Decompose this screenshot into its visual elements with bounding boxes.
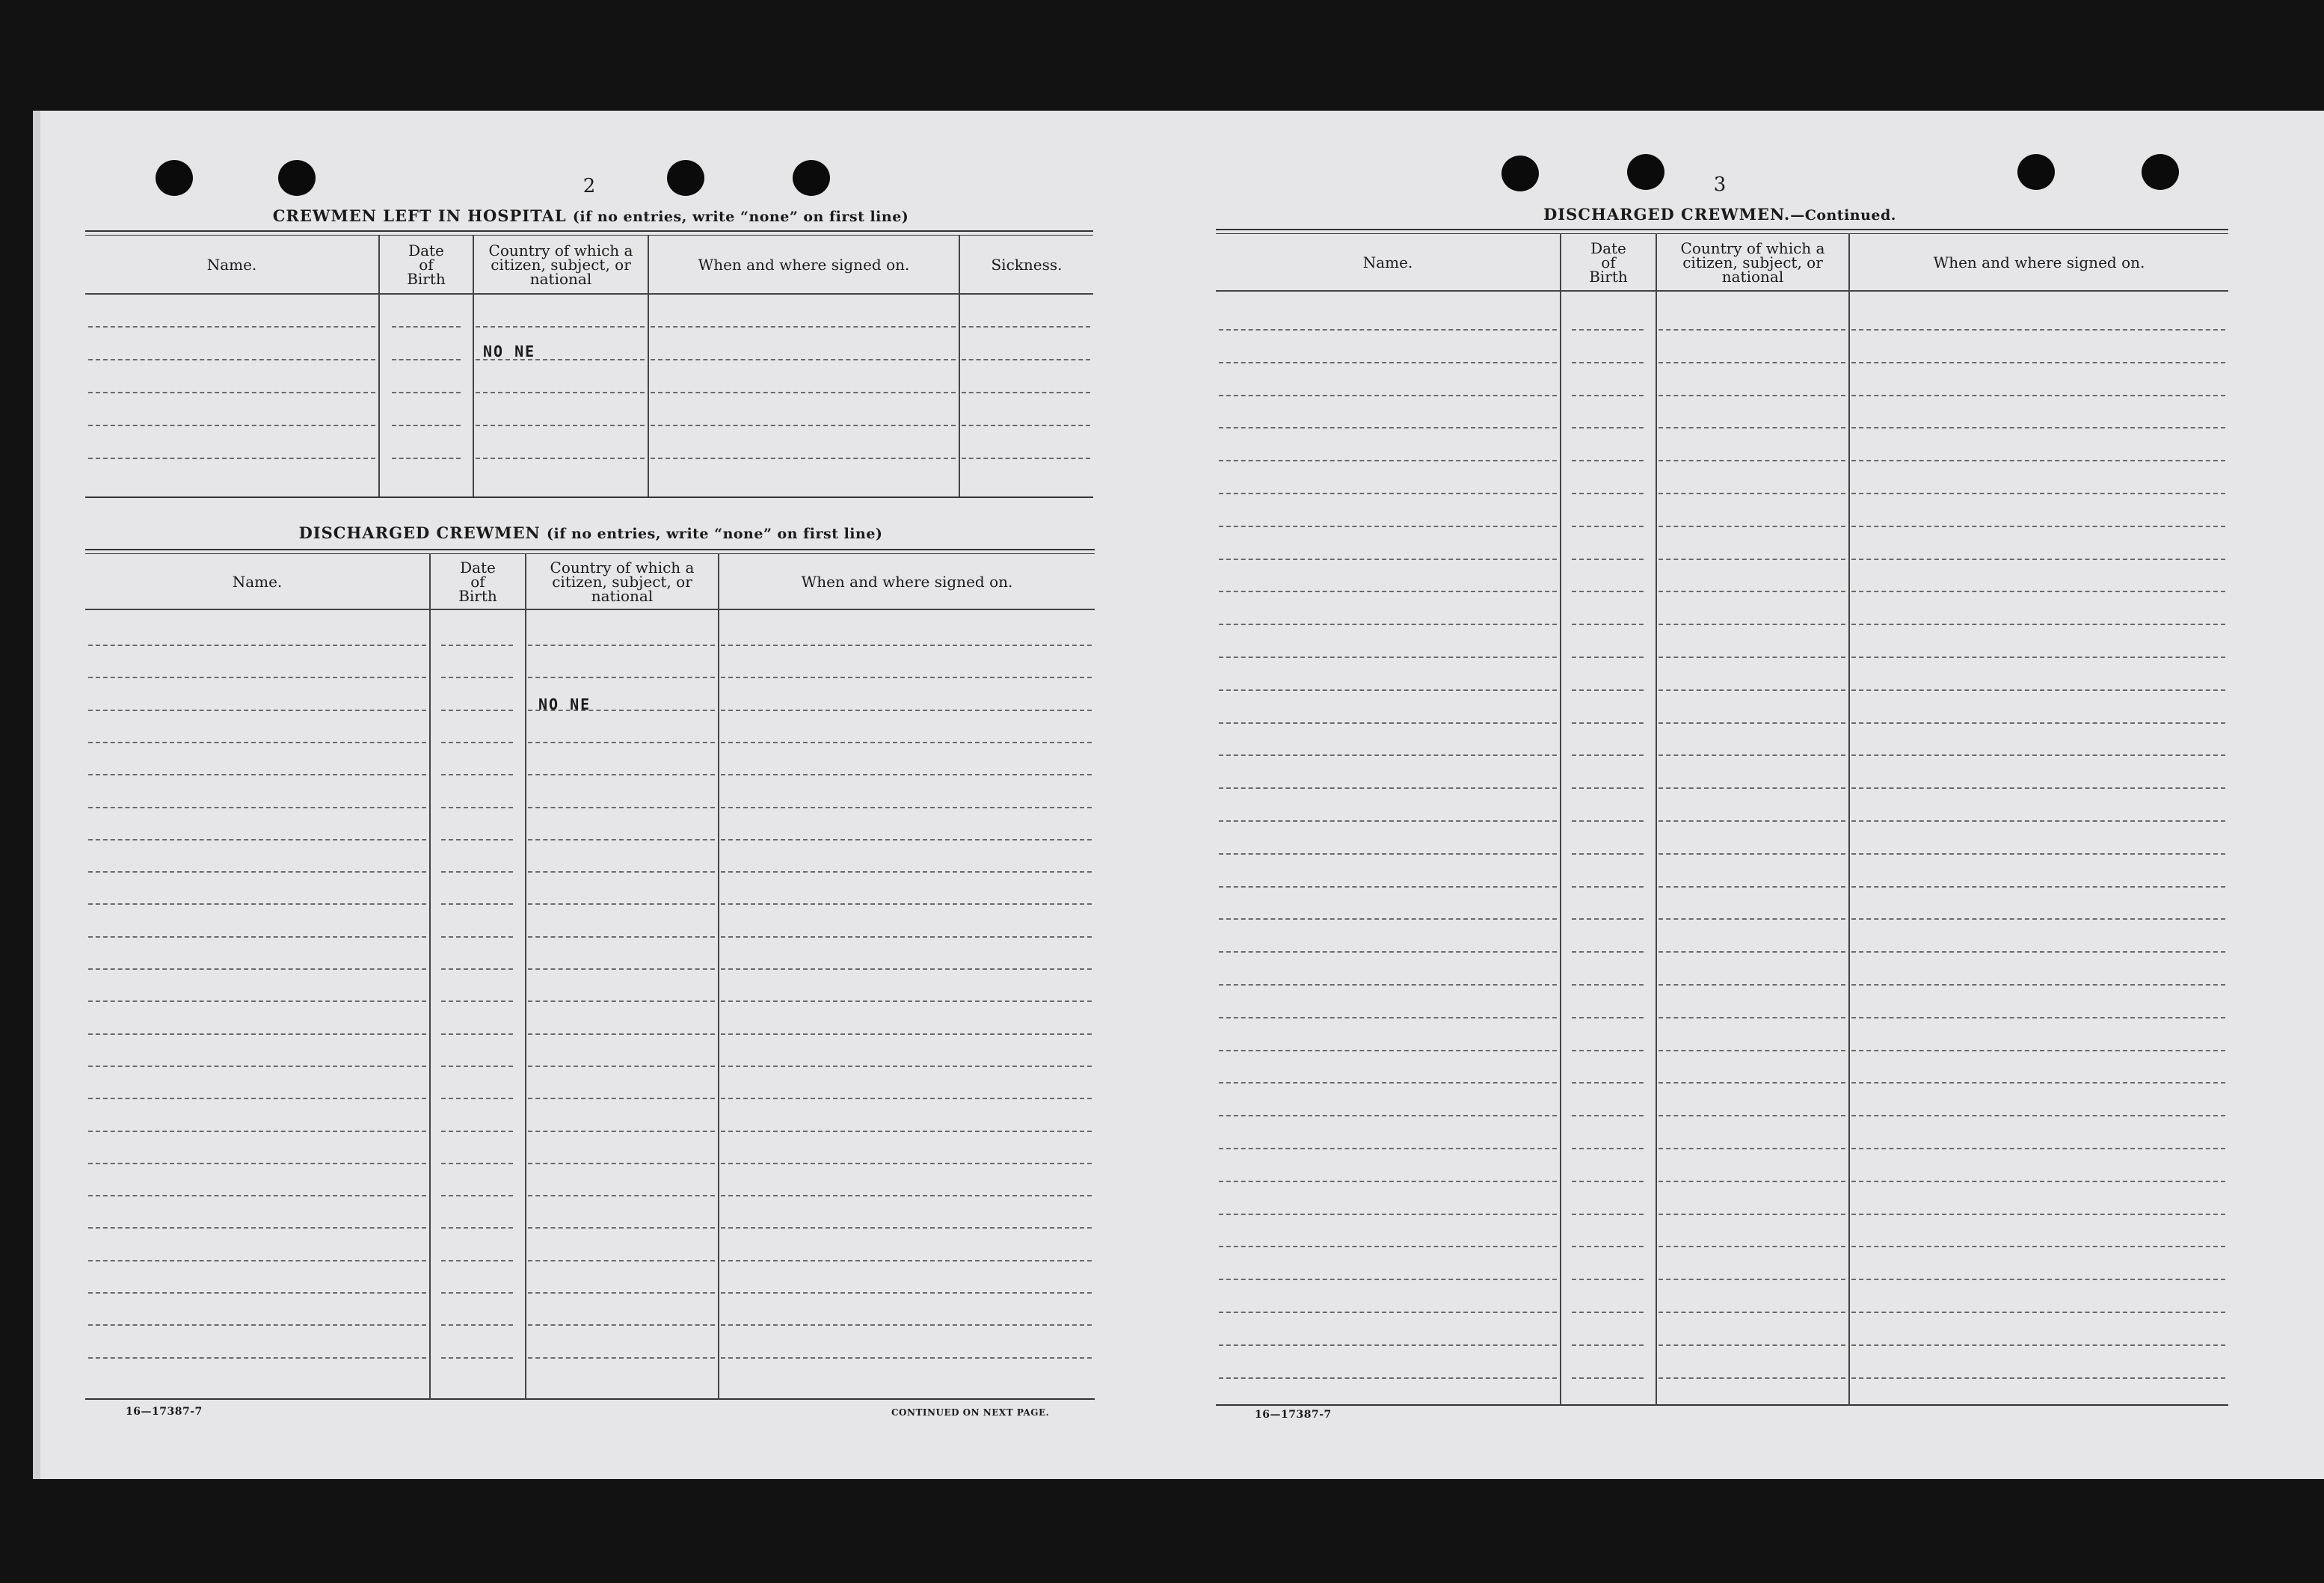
blank-entry-line [721, 903, 1092, 905]
blank-entry-line [441, 807, 513, 808]
discharged-title-note: (if no entries, write “none” on first line) [547, 526, 883, 542]
blank-entry-line [1219, 1246, 1557, 1247]
col-header-signed-on: When and where signed on. [1933, 253, 2145, 271]
hospital-title-note: (if no entries, write “none” on first line) [572, 209, 909, 225]
blank-entry-line [528, 968, 715, 970]
blank-entry-line [441, 1260, 513, 1261]
blank-entry-line [1851, 820, 2225, 822]
blank-entry-line [528, 774, 715, 775]
blank-entry-line [1572, 657, 1644, 658]
blank-entry-line [1659, 1312, 1845, 1313]
blank-entry-line [441, 1000, 513, 1002]
blank-entry-line [721, 645, 1092, 646]
blank-entry-line [528, 1292, 715, 1294]
hospital-title-main: CREWMEN LEFT IN HOSPITAL [272, 206, 567, 225]
blank-entry-line [528, 1163, 715, 1164]
col-header-signed-on: When and where signed on. [698, 255, 910, 274]
blank-entry-line [1219, 1214, 1557, 1215]
blank-entry-line [1851, 1246, 2225, 1247]
blank-entry-line [1219, 918, 1557, 920]
blank-entry-line [1659, 754, 1845, 756]
blank-entry-line [476, 425, 645, 426]
blank-entry-line [1659, 657, 1845, 658]
col-header-date-of-birth: Date of Birth [1589, 239, 1628, 286]
blank-entry-line [88, 807, 426, 808]
blank-entry-line [88, 1227, 426, 1229]
blank-entry-line [88, 326, 375, 328]
punch-hole [156, 160, 193, 196]
blank-entry-line [1572, 1181, 1644, 1182]
blank-entry-line [1659, 1344, 1845, 1346]
blank-entry-line [1219, 1082, 1557, 1083]
blank-entry-line [721, 968, 1092, 970]
blank-entry-line [1572, 1344, 1644, 1346]
blank-entry-line [88, 359, 375, 360]
blank-entry-line [1659, 329, 1845, 331]
blank-entry-line [1659, 559, 1845, 560]
blank-entry-line [721, 1195, 1092, 1196]
blank-entry-line [88, 710, 426, 711]
blank-entry-line [962, 326, 1090, 328]
blank-entry-line [1219, 1279, 1557, 1280]
blank-entry-line [528, 903, 715, 905]
punch-hole [667, 160, 704, 196]
col-header-name: Name. [1362, 253, 1413, 271]
blank-entry-line [1572, 1082, 1644, 1083]
blank-entry-line [1851, 460, 2225, 461]
col-header-country: Country of which a citizen, subject, or national [488, 241, 633, 288]
blank-entry-line [1659, 1115, 1845, 1116]
blank-entry-line [392, 326, 461, 328]
blank-entry-line [1659, 787, 1845, 789]
col-header-name: Name. [232, 572, 283, 591]
blank-entry-line [1572, 722, 1644, 724]
blank-entry-line [1659, 1148, 1845, 1149]
blank-entry-line [441, 1131, 513, 1132]
blank-entry-line [721, 677, 1092, 678]
blank-entry-line [1851, 787, 2225, 789]
blank-entry-line [528, 1098, 715, 1099]
blank-entry-line [1659, 427, 1845, 428]
blank-entry-line [1572, 1214, 1644, 1215]
blank-entry-line [1851, 1214, 2225, 1215]
blank-entry-line [476, 326, 645, 328]
blank-entry-line [1572, 689, 1644, 691]
blank-entry-line [1572, 787, 1644, 789]
blank-entry-line [1572, 1312, 1644, 1313]
punch-hole [1627, 154, 1664, 190]
blank-entry-line [1219, 1050, 1557, 1051]
blank-entry-line [651, 425, 956, 426]
handwritten-none-entry: NO NE [538, 695, 591, 713]
col-header-date-of-birth: Date of Birth [407, 241, 446, 288]
blank-entry-line [441, 645, 513, 646]
blank-entry-line [88, 839, 426, 840]
blank-entry-line [528, 936, 715, 938]
punch-hole [1501, 156, 1539, 191]
punch-hole [2142, 154, 2179, 190]
blank-entry-line [1219, 362, 1557, 363]
blank-entry-line [1851, 1017, 2225, 1018]
blank-entry-line [1572, 624, 1644, 625]
blank-entry-line [528, 710, 715, 711]
blank-entry-line [528, 1260, 715, 1261]
blank-entry-line [1851, 526, 2225, 527]
blank-entry-line [1659, 624, 1845, 625]
blank-entry-line [1851, 591, 2225, 592]
blank-entry-line [1219, 526, 1557, 527]
blank-entry-line [1572, 362, 1644, 363]
blank-entry-line [721, 1260, 1092, 1261]
blank-entry-line [1659, 984, 1845, 986]
blank-entry-line [88, 1260, 426, 1261]
blank-entry-line [392, 425, 461, 426]
blank-entry-line [441, 774, 513, 775]
col-header-country: Country of which a citizen, subject, or national [550, 558, 695, 605]
discharged-continued-note: —Continued. [1790, 207, 1896, 224]
blank-entry-line [441, 1163, 513, 1164]
blank-entry-line [1659, 1214, 1845, 1215]
blank-entry-line [528, 839, 715, 840]
blank-entry-line [441, 871, 513, 873]
blank-entry-line [1219, 1017, 1557, 1018]
blank-entry-line [88, 1163, 426, 1164]
blank-entry-line [651, 359, 956, 360]
blank-entry-line [88, 968, 426, 970]
blank-entry-line [1219, 1181, 1557, 1182]
blank-entry-line [476, 359, 645, 360]
blank-entry-line [1659, 689, 1845, 691]
blank-entry-line [88, 425, 375, 426]
blank-entry-line [1851, 754, 2225, 756]
blank-entry-line [1659, 853, 1845, 855]
blank-entry-line [88, 1324, 426, 1326]
blank-entry-line [1572, 1279, 1644, 1280]
blank-entry-line [528, 1000, 715, 1002]
blank-entry-line [1851, 722, 2225, 724]
blank-entry-line [441, 1098, 513, 1099]
blank-entry-line [1659, 886, 1845, 888]
blank-entry-line [1851, 395, 2225, 396]
blank-entry-line [1659, 722, 1845, 724]
discharged-table [85, 549, 1095, 1401]
blank-entry-line [1219, 951, 1557, 953]
blank-entry-line [441, 903, 513, 905]
blank-entry-line [1659, 1050, 1845, 1051]
blank-entry-line [1219, 1344, 1557, 1346]
blank-entry-line [88, 1195, 426, 1196]
page-number-right: 3 [1713, 173, 1727, 196]
blank-entry-line [1851, 1050, 2225, 1051]
blank-entry-line [1851, 984, 2225, 986]
blank-entry-line [721, 710, 1092, 711]
blank-entry-line [1572, 329, 1644, 331]
hospital-section-title [273, 206, 909, 225]
blank-entry-line [1572, 395, 1644, 396]
blank-entry-line [1851, 1082, 2225, 1083]
blank-entry-line [1659, 1017, 1845, 1018]
blank-entry-line [1572, 820, 1644, 822]
blank-entry-line [1219, 427, 1557, 428]
blank-entry-line [88, 1033, 426, 1035]
blank-entry-line [88, 903, 426, 905]
blank-entry-line [441, 1195, 513, 1196]
blank-entry-line [721, 742, 1092, 743]
blank-entry-line [962, 425, 1090, 426]
blank-entry-line [1572, 1246, 1644, 1247]
blank-entry-line [1659, 918, 1845, 920]
blank-entry-line [962, 458, 1090, 459]
blank-entry-line [1851, 329, 2225, 331]
blank-entry-line [88, 936, 426, 938]
blank-entry-line [1851, 624, 2225, 625]
blank-entry-line [721, 1098, 1092, 1099]
blank-entry-line [1219, 624, 1557, 625]
blank-entry-line [1219, 591, 1557, 592]
blank-entry-line [721, 1357, 1092, 1359]
blank-entry-line [1851, 951, 2225, 953]
blank-entry-line [1219, 329, 1557, 331]
form-number-right: 16—17387-7 [1255, 1409, 1332, 1421]
discharged-continued-main: DISCHARGED CREWMEN. [1543, 205, 1791, 224]
blank-entry-line [1659, 493, 1845, 494]
col-header-sickness: Sickness. [991, 255, 1063, 274]
blank-entry-line [88, 871, 426, 873]
blank-entry-line [1572, 754, 1644, 756]
blank-entry-line [1851, 657, 2225, 658]
blank-entry-line [528, 645, 715, 646]
blank-entry-line [88, 1066, 426, 1067]
blank-entry-line [1659, 460, 1845, 461]
blank-entry-line [392, 392, 461, 393]
blank-entry-line [1851, 1181, 2225, 1182]
blank-entry-line [88, 742, 426, 743]
blank-entry-line [1219, 722, 1557, 724]
punch-hole [793, 160, 830, 196]
blank-entry-line [1572, 853, 1644, 855]
page-number-left: 2 [582, 175, 596, 197]
blank-entry-line [1219, 559, 1557, 560]
blank-entry-line [1851, 1377, 2225, 1379]
blank-entry-line [441, 742, 513, 743]
blank-entry-line [476, 458, 645, 459]
blank-entry-line [1219, 1377, 1557, 1379]
hospital-table [85, 230, 1093, 500]
blank-entry-line [441, 677, 513, 678]
blank-entry-line [528, 1357, 715, 1359]
blank-entry-line [88, 458, 375, 459]
blank-entry-line [1851, 1115, 2225, 1116]
blank-entry-line [1219, 787, 1557, 789]
blank-entry-line [88, 774, 426, 775]
blank-entry-line [88, 1131, 426, 1132]
blank-entry-line [1659, 1377, 1845, 1379]
blank-entry-line [528, 807, 715, 808]
blank-entry-line [528, 1131, 715, 1132]
blank-entry-line [88, 645, 426, 646]
blank-entry-line [721, 1066, 1092, 1067]
blank-entry-line [441, 1357, 513, 1359]
blank-entry-line [528, 1195, 715, 1196]
blank-entry-line [1851, 362, 2225, 363]
blank-entry-line [1572, 493, 1644, 494]
blank-entry-line [721, 839, 1092, 840]
blank-entry-line [651, 458, 956, 459]
blank-entry-line [528, 1227, 715, 1229]
blank-entry-line [1572, 559, 1644, 560]
blank-entry-line [1851, 918, 2225, 920]
blank-entry-line [1219, 657, 1557, 658]
blank-entry-line [528, 1066, 715, 1067]
blank-entry-line [88, 1000, 426, 1002]
blank-entry-line [1851, 1279, 2225, 1280]
blank-entry-line [1572, 918, 1644, 920]
blank-entry-line [528, 871, 715, 873]
blank-entry-line [1851, 1312, 2225, 1313]
page-edge [33, 111, 40, 1479]
blank-entry-line [528, 1033, 715, 1035]
blank-entry-line [528, 1324, 715, 1326]
blank-entry-line [721, 1292, 1092, 1294]
blank-entry-line [1219, 1312, 1557, 1313]
blank-entry-line [1851, 853, 2225, 855]
blank-entry-line [1851, 559, 2225, 560]
blank-entry-line [1851, 427, 2225, 428]
blank-entry-line [1851, 1148, 2225, 1149]
blank-entry-line [1219, 1115, 1557, 1116]
blank-entry-line [1572, 460, 1644, 461]
blank-entry-line [441, 839, 513, 840]
blank-entry-line [721, 1324, 1092, 1326]
blank-entry-line [1219, 853, 1557, 855]
blank-entry-line [1219, 689, 1557, 691]
blank-entry-line [1572, 886, 1644, 888]
blank-entry-line [1572, 591, 1644, 592]
blank-entry-line [1219, 754, 1557, 756]
col-header-date-of-birth: Date of Birth [458, 558, 497, 605]
blank-entry-line [1659, 1246, 1845, 1247]
blank-entry-line [1572, 951, 1644, 953]
blank-entry-line [88, 1292, 426, 1294]
blank-entry-line [441, 968, 513, 970]
blank-entry-line [392, 458, 461, 459]
blank-entry-line [88, 392, 375, 393]
blank-entry-line [1851, 886, 2225, 888]
blank-entry-line [1659, 820, 1845, 822]
blank-entry-line [1659, 362, 1845, 363]
blank-entry-line [1219, 460, 1557, 461]
blank-entry-line [1659, 526, 1845, 527]
blank-entry-line [721, 1163, 1092, 1164]
form-number-left: 16—17387-7 [126, 1406, 203, 1418]
blank-entry-line [528, 677, 715, 678]
blank-entry-line [1219, 820, 1557, 822]
blank-entry-line [441, 1227, 513, 1229]
blank-entry-line [651, 392, 956, 393]
blank-entry-line [1659, 951, 1845, 953]
blank-entry-line [88, 677, 426, 678]
blank-entry-line [721, 774, 1092, 775]
blank-entry-line [1659, 1082, 1845, 1083]
handwritten-none-entry: NO NE [483, 342, 536, 360]
punch-hole [2017, 154, 2055, 190]
blank-entry-line [721, 1033, 1092, 1035]
discharged-title-main: DISCHARGED CREWMEN [298, 523, 541, 542]
blank-entry-line [441, 1324, 513, 1326]
blank-entry-line [721, 807, 1092, 808]
blank-entry-line [476, 392, 645, 393]
discharged-continued-table [1216, 229, 2228, 1407]
blank-entry-line [962, 359, 1090, 360]
blank-entry-line [1219, 886, 1557, 888]
blank-entry-line [441, 710, 513, 711]
blank-entry-line [528, 742, 715, 743]
blank-entry-line [721, 1131, 1092, 1132]
blank-entry-line [1572, 1377, 1644, 1379]
blank-entry-line [651, 326, 956, 328]
blank-entry-line [721, 1227, 1092, 1229]
blank-entry-line [1219, 493, 1557, 494]
blank-entry-line [1572, 1017, 1644, 1018]
discharged-continued-title [1543, 205, 1896, 224]
blank-entry-line [88, 1357, 426, 1359]
blank-entry-line [1851, 493, 2225, 494]
blank-entry-line [721, 1000, 1092, 1002]
blank-entry-line [1659, 1181, 1845, 1182]
blank-entry-line [392, 359, 461, 360]
blank-entry-line [1572, 984, 1644, 986]
blank-entry-line [1219, 1148, 1557, 1149]
blank-entry-line [1659, 1279, 1845, 1280]
blank-entry-line [441, 1292, 513, 1294]
blank-entry-line [721, 871, 1092, 873]
blank-entry-line [88, 1098, 426, 1099]
blank-entry-line [1572, 1050, 1644, 1051]
col-header-signed-on: When and where signed on. [801, 572, 1013, 591]
col-header-name: Name. [206, 255, 257, 274]
blank-entry-line [1851, 689, 2225, 691]
blank-entry-line [721, 936, 1092, 938]
blank-entry-line [1851, 1344, 2225, 1346]
punch-hole [278, 160, 316, 196]
blank-entry-line [1572, 1148, 1644, 1149]
blank-entry-line [1659, 395, 1845, 396]
blank-entry-line [1572, 1115, 1644, 1116]
blank-entry-line [1219, 984, 1557, 986]
blank-entry-line [1219, 395, 1557, 396]
blank-entry-line [1659, 591, 1845, 592]
col-header-country: Country of which a citizen, subject, or national [1680, 239, 1825, 286]
continued-note: CONTINUED ON NEXT PAGE. [891, 1407, 1050, 1418]
blank-entry-line [962, 392, 1090, 393]
blank-entry-line [1572, 427, 1644, 428]
discharged-section-title [299, 523, 883, 542]
blank-entry-line [441, 936, 513, 938]
blank-entry-line [441, 1033, 513, 1035]
blank-entry-line [441, 1066, 513, 1067]
blank-entry-line [1572, 526, 1644, 527]
